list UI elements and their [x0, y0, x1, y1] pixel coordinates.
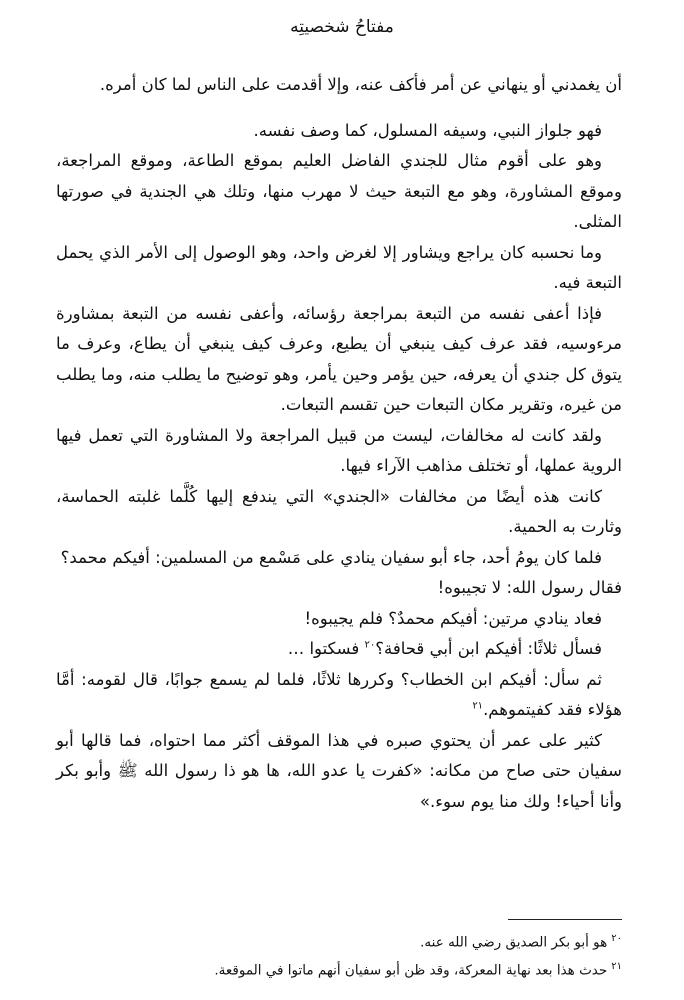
- footnotes: [56, 927, 622, 982]
- paragraph: وهو على أقوم مثال للجندي الفاضل العليم بموقع الطاعة، وموقع المراجعة، وموقع المشاورة، وهو مع التبعة حيث لا مهرب منها، وتلك هي الجندية في صورتها المثلى.: [56, 151, 622, 231]
- paragraph: ولقد كانت له مخالفات، ليست من قبيل المراجعة ولا المشاورة التي تعمل فيها الروية عملها، أو تختلف مذاهب الآراء فيها.: [56, 425, 622, 475]
- paragraph-text: فسكتوا …: [287, 639, 365, 658]
- paragraph: فعاد ينادي مرتين: أفيكم محمدٌ؟ فلم يجيبوه!: [304, 608, 602, 628]
- body-text: [56, 70, 622, 817]
- footnote: [56, 955, 622, 983]
- paragraph-text: ثم سأل: أفيكم ابن الخطاب؟ وكررها ثلاثًا، فلما لم يسمع جوابًا، قال لقومه: أمَّا هؤلاء فقد كفيتموهم.: [56, 669, 622, 719]
- paragraph: فهو جلواز النبي، وسيفه المسلول، كما وصف نفسه.: [253, 120, 602, 140]
- paragraph: [56, 665, 622, 726]
- footnote: [56, 927, 622, 955]
- paragraph: فإذا أعفى نفسه من التبعة بمراجعة رؤسائه، وأعفى نفسه من التبعة بمشاورة مرءوسيه، فقد عرف كيف ينبغي أن يطيع، وعرف كيف ينبغي أن يطاع، وعرف ما يتوق كل جندي أن يعرفه، حين يؤمر وحين يأمر، وهو توضيح ما يطلب منه، وما يطلب من غيره، وتقرير مكان التبعات حين تقسم التبعات.: [56, 303, 622, 414]
- footnote-text: حدث هذا بعد نهاية المعركة، وقد ظن أبو سفيان أنهم ماتوا في الموقعة.: [214, 962, 608, 978]
- footnote-ref-21[interactable]: ٢١: [472, 700, 484, 712]
- running-header: مفتاحُ شخصيتِه: [290, 17, 394, 37]
- footnote-number: ٢٠: [611, 933, 622, 944]
- footnote-separator: [508, 919, 622, 920]
- paragraph: كانت هذه أيضًا من مخالفات «الجندي» التي يندفع إليها كُلَّما غلبته الحماسة، وثارت به الحمية.: [56, 486, 622, 536]
- paragraph: فقال رسول الله: لا تجيبوه!: [437, 578, 622, 597]
- footnote-number: ٢١: [611, 960, 622, 972]
- footnote-ref-20[interactable]: ٢٠: [364, 639, 376, 651]
- paragraph: [56, 634, 622, 665]
- paragraph: كثير على عمر أن يحتوي صبره في هذا الموقف أكثر مما احتواه، فما قالها أبو سفيان حتى صاح من مكانه: «كفرت يا عدو الله، ها هو ذا رسول الله ﷺ وأبو بكر وأنا أحياء! ولك منا يوم سوء.»: [56, 730, 622, 811]
- footnote-text: هو أبو بكر الصديق رضي الله عنه.: [420, 934, 608, 951]
- paragraph: وما نحسبه كان يراجع ويشاور إلا لغرض واحد، وهو الوصول إلى الأمر الذي يحمل التبعة فيه.: [56, 242, 622, 292]
- paragraph-text: فسأل ثلاثًا: أفيكم ابن أبي قحافة؟: [375, 639, 602, 658]
- paragraph: أن يغمدني أو ينهاني عن أمر فأكف عنه، وإلا أقدمت على الناس لما كان أمره.: [99, 75, 622, 94]
- paragraph: فلما كان يومُ أحد، جاء أبو سفيان ينادي على مَسْمع من المسلمين: أفيكم محمد؟: [60, 547, 602, 567]
